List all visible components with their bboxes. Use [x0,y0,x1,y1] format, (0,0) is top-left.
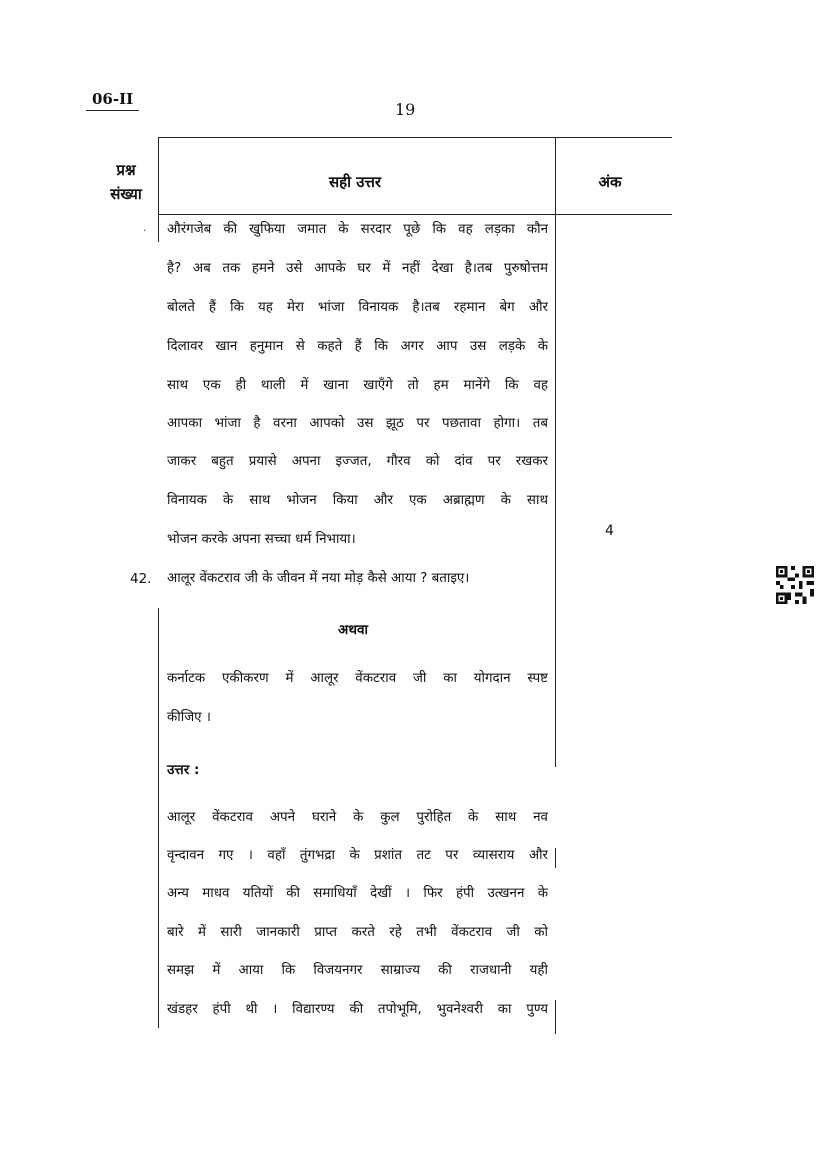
answer-line: भोजन करके अपना सच्चा धर्म निभाया। [167,532,356,547]
answer-line: बोलते हैं कि यह मेरा भांजा विनायक है।तब रहमान बेग और [167,300,548,315]
marks-column-left-rule-bottom [555,1000,556,1034]
question-number-header [98,158,154,206]
table-top-rule [158,137,672,138]
answer-line: खंडहर हंपी थी । विद्यारण्य की तपोभूमि, भुवनेश्वरी का पुण्य [167,1002,548,1017]
answer-line: समझ में आया कि विजयनगर साम्राज्य की राजधानी यही [167,963,548,978]
question-text: आलूर वेंकटराव जी के जीवन में नया मोड़ कैसे आया ? बताइए। [167,571,470,586]
answer-line: साथ एक ही थाली में खाना खाएँगे तो हम मानेंगे कि वह [167,378,548,393]
marks-header: अंक [598,173,622,191]
question-number: 42. [130,571,152,587]
marks-value: 4 [605,523,614,539]
marks-column-left-rule [555,137,556,767]
answer-column-left-rule-lower [158,608,159,1028]
answer-line: आलूर वेंकटराव अपने घराने के कुल पुरोहित के साथ नव [167,810,548,825]
answer-line: अन्य माधव यतियों की समाधियाँ देखीं । फिर हंपी उत्खनन के [167,886,548,901]
answer-line: दिलावर खान हनुमान से कहते हैं कि अगर आप उस लड़के के [167,339,548,354]
question-header-line1: प्रश्न [116,161,136,179]
answer-line: आपका भांजा है वरना आपको उस झूठ पर पछतावा होगा। तब [167,416,548,431]
marks-column-left-rule-lower [555,848,556,868]
answer-line: विनायक के साथ भोजन किया और एक अब्राह्मण के साथ [167,493,548,508]
alt-question-line: कीजिए । [167,710,211,725]
answer-line: औरंगजेब की खुफिया जमात के सरदार पूछे कि वह लड़का कौन [167,222,548,237]
paper-code: 06-II [86,90,139,111]
answer-line: वृन्दावन गए । वहाँ तुंगभद्रा के प्रशांत तट पर व्यासराय और [167,848,548,863]
question-header-line2: संख्या [110,185,142,203]
answer-column-left-rule [158,137,159,242]
page-number: 19 [395,100,416,119]
answer-line: बारे में सारी जानकारी प्राप्त करते रहे तभी वेंकटराव जी को [167,925,548,940]
qr-code-icon [775,566,815,604]
answer-line: है? अब तक हमने उसे आपके घर में नहीं देखा है।तब पुरुषोत्तम [167,261,548,276]
table-header-rule [158,214,672,215]
answer-header: सही उत्तर [329,173,381,191]
stray-mark: · [143,224,147,237]
answer-label: उत्तर : [167,762,200,778]
answer-line: जाकर बहुत प्रयासे अपना इज्जत, गौरव को दांव पर रखकर [167,454,548,469]
alt-question-line: कर्नाटक एकीकरण में आलूर वेंकटराव जी का योगदान स्पष्ट [167,671,548,686]
or-label: अथवा [338,622,368,638]
